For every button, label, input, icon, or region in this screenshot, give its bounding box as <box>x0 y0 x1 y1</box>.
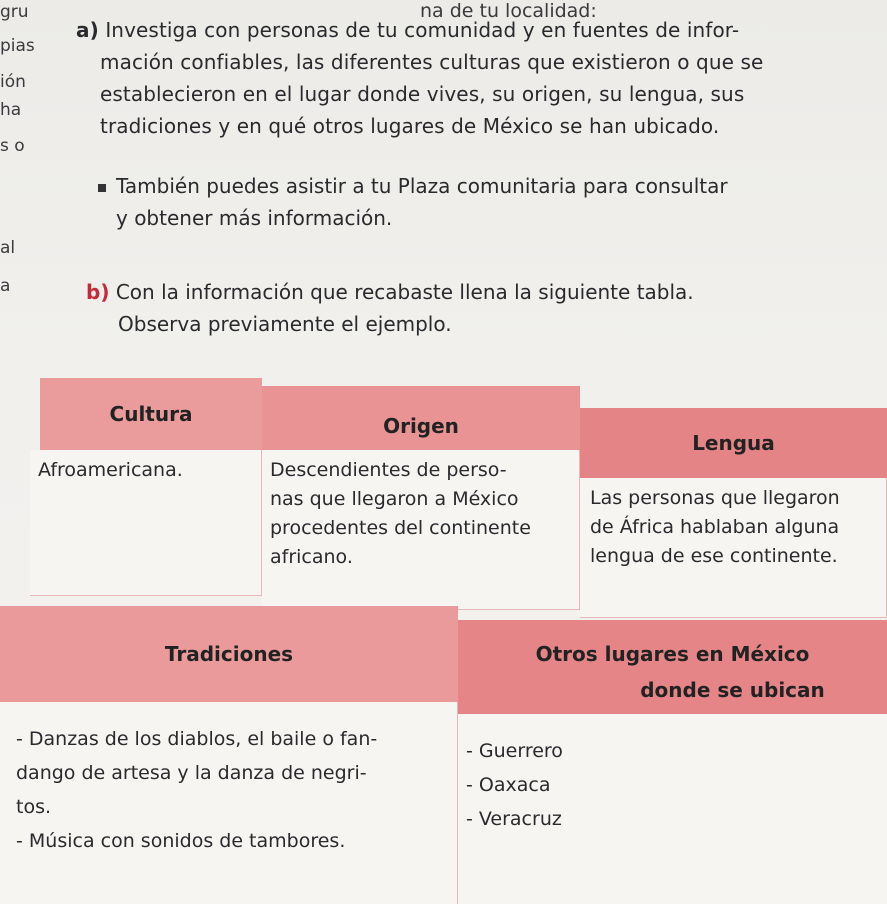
cell-tradiciones: - Danzas de los diablos, el baile o fan- dango de artesa y la danza de negri- tos. - Música con sonidos de tambores. <box>0 702 458 904</box>
margin-fragment: al <box>0 238 16 258</box>
margin-fragment: pias <box>0 36 35 56</box>
activity-a-line-3: establecieron en el lugar donde vives, su origen, su lengua, sus <box>100 82 745 106</box>
margin-fragment: ha <box>0 100 22 120</box>
activity-a-line-4: tradiciones y en qué otros lugares de México se han ubicado. <box>100 114 720 138</box>
culture-table <box>0 368 887 904</box>
note-line-1: También puedes asistir a tu Plaza comunitaria para consultar <box>98 170 858 202</box>
header-origen: Origen <box>262 386 580 466</box>
cell-lengua: Las personas que llegaron de África hablaban alguna lengua de ese continente. <box>580 478 887 618</box>
margin-fragment: s o <box>0 136 25 156</box>
header-cultura: Cultura <box>40 378 262 450</box>
cell-cultura: Afroamericana. <box>30 450 262 596</box>
activity-a-label: a) <box>76 18 99 42</box>
activity-b-line-1: b) Con la información que recabaste llena la siguiente tabla. <box>86 280 694 304</box>
top-text-fragment: na de tu localidad: <box>420 0 597 22</box>
square-bullet-icon <box>98 184 106 192</box>
header-tradiciones: Tradiciones <box>0 606 458 702</box>
header-lengua: Lengua <box>580 408 887 478</box>
activity-b-line-2: Observa previamente el ejemplo. <box>118 312 452 336</box>
activity-a-line-2: mación confiables, las diferentes culturas que existieron o que se <box>100 50 764 74</box>
cell-origen: Descendientes de perso- nas que llegaron a México procedentes del continente africano. <box>262 450 580 610</box>
margin-fragment: a <box>0 276 11 296</box>
activity-a <box>76 14 866 142</box>
margin-fragment: ión <box>0 72 26 92</box>
cell-otros-lugares: - Guerrero - Oaxaca - Veracruz <box>458 714 887 904</box>
margin-fragment: gru <box>0 2 29 22</box>
activity-b-label: b) <box>86 280 110 304</box>
header-otros-lugares: Otros lugares en México donde se ubican <box>458 620 887 714</box>
activity-a-line-1: a) Investiga con personas de tu comunidad y en fuentes de infor- <box>76 18 740 42</box>
note-line-2: y obtener más información. <box>116 206 393 230</box>
plaza-comunitaria-note <box>98 170 858 234</box>
activity-b <box>86 276 876 340</box>
